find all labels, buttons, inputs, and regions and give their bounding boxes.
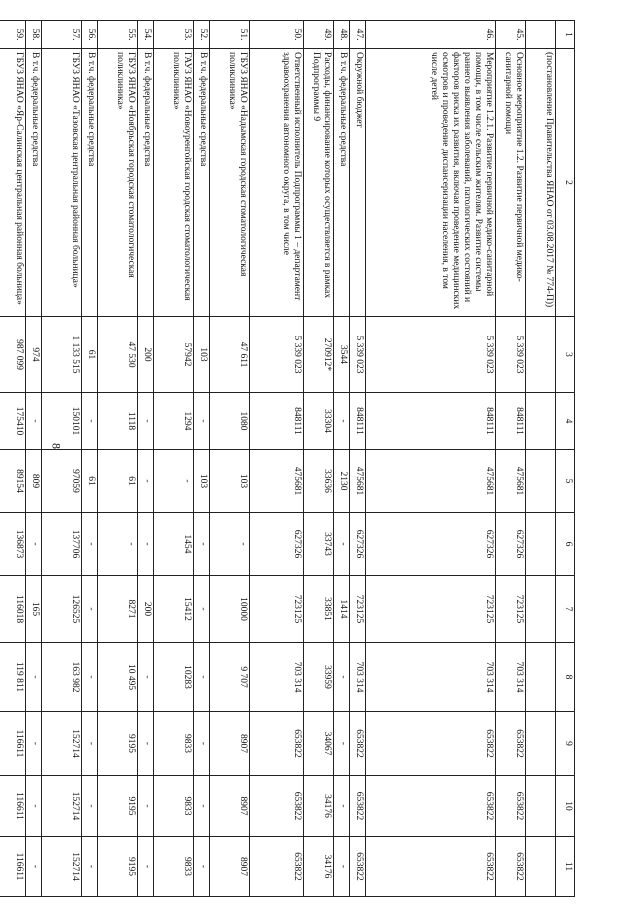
value-cell: 5 339 023	[250, 317, 304, 393]
row-number	[526, 21, 556, 49]
value-cell: 848111	[366, 393, 496, 450]
table-row	[526, 21, 556, 897]
value-cell: 9833	[154, 712, 194, 776]
value-cell: -	[138, 776, 154, 837]
value-cell: 653822	[350, 837, 366, 897]
value-cell: -	[194, 776, 210, 837]
value-cell	[526, 393, 556, 450]
value-cell: 627326	[366, 513, 496, 576]
row-description: ГБУЗ ЯНАО «Надымская городская стоматологическая поликлиника»	[210, 49, 250, 317]
value-cell: 974	[26, 317, 42, 393]
value-cell: 126525	[42, 576, 82, 643]
row-number: 55.	[98, 21, 138, 49]
column-header: 7	[556, 576, 575, 643]
value-cell: 475681	[496, 450, 526, 513]
table-row	[334, 21, 350, 897]
value-cell: 152714	[42, 712, 82, 776]
value-cell	[526, 317, 556, 393]
value-cell: 8907	[210, 837, 250, 897]
row-description: В т.ч. федеральные средства	[334, 49, 350, 317]
value-cell: 653822	[496, 776, 526, 837]
row-number: 45.	[496, 21, 526, 49]
value-cell: -	[26, 837, 42, 897]
value-cell: 1294	[154, 393, 194, 450]
value-cell: -	[210, 513, 250, 576]
value-cell: 653822	[366, 837, 496, 897]
value-cell: 1454	[154, 513, 194, 576]
value-cell: 1080	[210, 393, 250, 450]
value-cell: 8271	[98, 576, 138, 643]
value-cell: 475681	[366, 450, 496, 513]
value-cell: 270912*	[304, 317, 334, 393]
table-row	[0, 21, 26, 897]
value-cell: 9 707	[210, 643, 250, 712]
value-cell: -	[82, 576, 98, 643]
value-cell: 627326	[496, 513, 526, 576]
row-number: 50.	[250, 21, 304, 49]
value-cell: 653822	[350, 712, 366, 776]
value-cell: 723125	[250, 576, 304, 643]
value-cell: -	[98, 513, 138, 576]
value-cell: 163 982	[42, 643, 82, 712]
value-cell: -	[138, 712, 154, 776]
table-row	[304, 21, 334, 897]
value-cell: 703 314	[250, 643, 304, 712]
value-cell: 653822	[250, 837, 304, 897]
value-cell: 57942	[154, 317, 194, 393]
value-cell: 47 530	[98, 317, 138, 393]
row-number: 53.	[154, 21, 194, 49]
value-cell: 89154	[0, 450, 26, 513]
value-cell	[526, 576, 556, 643]
value-cell: 103	[210, 450, 250, 513]
value-cell: 5 339 023	[496, 317, 526, 393]
value-cell: 103	[194, 450, 210, 513]
value-cell: -	[26, 643, 42, 712]
value-cell: 723125	[350, 576, 366, 643]
value-cell: 33959	[304, 643, 334, 712]
value-cell: -	[334, 643, 350, 712]
table-row	[350, 21, 366, 897]
column-header: 11	[556, 837, 575, 897]
row-description: В т.ч. федеральные средства	[194, 49, 210, 317]
value-cell: -	[334, 513, 350, 576]
value-cell: 627326	[250, 513, 304, 576]
value-cell: 723125	[496, 576, 526, 643]
row-description: Основное мероприятие 1.2. Развитие первичной медико-санитарной помощи	[496, 49, 526, 317]
value-cell: 703 314	[496, 643, 526, 712]
column-header: 1	[556, 21, 575, 49]
row-number: 52.	[194, 21, 210, 49]
value-cell: 103	[194, 317, 210, 393]
value-cell: 653822	[250, 712, 304, 776]
value-cell: 653822	[366, 776, 496, 837]
value-cell: -	[194, 643, 210, 712]
value-cell: 987 099	[0, 317, 26, 393]
value-cell: 61	[98, 450, 138, 513]
value-cell: 136873	[0, 513, 26, 576]
value-cell: 33636	[304, 450, 334, 513]
value-cell: 8907	[210, 712, 250, 776]
value-cell: 47 611	[210, 317, 250, 393]
value-cell: 9195	[98, 712, 138, 776]
value-cell: -	[138, 837, 154, 897]
value-cell: 33851	[304, 576, 334, 643]
value-cell: -	[82, 776, 98, 837]
value-cell: 97059	[42, 450, 82, 513]
value-cell: 703 314	[366, 643, 496, 712]
value-cell: 15412	[154, 576, 194, 643]
value-cell: -	[154, 450, 194, 513]
value-cell: 137706	[42, 513, 82, 576]
value-cell: 848111	[350, 393, 366, 450]
row-number: 54.	[138, 21, 154, 49]
row-description: Ответственный исполнитель Подпрограммы 1 – департамент здравоохранения автономного округа, в том числе	[250, 49, 304, 317]
value-cell: 653822	[496, 712, 526, 776]
value-cell: 9833	[154, 837, 194, 897]
value-cell: -	[334, 776, 350, 837]
value-cell: -	[26, 513, 42, 576]
value-cell: 8907	[210, 776, 250, 837]
column-header: 5	[556, 450, 575, 513]
row-description: ГБУЗ ЯНАО «Яр-Салинская центральная районная больница»	[0, 49, 26, 317]
table-row	[496, 21, 526, 897]
value-cell: 723125	[366, 576, 496, 643]
column-header: 8	[556, 643, 575, 712]
value-cell: 34067	[304, 712, 334, 776]
table-row	[154, 21, 194, 897]
value-cell: -	[82, 837, 98, 897]
header-row	[556, 21, 575, 897]
row-number: 56.	[82, 21, 98, 49]
value-cell: 848111	[496, 393, 526, 450]
value-cell: 653822	[250, 776, 304, 837]
value-cell: -	[82, 393, 98, 450]
column-header: 3	[556, 317, 575, 393]
value-cell: -	[334, 393, 350, 450]
financing-table	[0, 20, 575, 897]
value-cell: 10 495	[98, 643, 138, 712]
value-cell: -	[334, 837, 350, 897]
value-cell	[526, 643, 556, 712]
value-cell: -	[138, 393, 154, 450]
value-cell: 152714	[42, 776, 82, 837]
value-cell: 10000	[210, 576, 250, 643]
value-cell: 5 339 023	[350, 317, 366, 393]
value-cell: 3544	[334, 317, 350, 393]
value-cell	[526, 837, 556, 897]
table-row	[42, 21, 82, 897]
row-description: Мероприятие 1.2.1. Развитие первичной медико-санитарной помощи, в том числе сельским жителям. Развитие системы раннего выявления заболеваний, патологических состояний и факторов риска их развития, включая проведение медицинских осмотров и проведение диспансеризации населения, в том числе детей	[366, 49, 496, 317]
table-row	[250, 21, 304, 897]
value-cell: 9833	[154, 776, 194, 837]
value-cell: 150101	[42, 393, 82, 450]
value-cell: -	[26, 712, 42, 776]
value-cell: 1414	[334, 576, 350, 643]
value-cell: 34176	[304, 837, 334, 897]
value-cell: 34176	[304, 776, 334, 837]
row-description: Окружной бюджет	[350, 49, 366, 317]
column-header: 2	[556, 49, 575, 317]
row-description: В т.ч. федеральные средства	[82, 49, 98, 317]
value-cell: 653822	[496, 837, 526, 897]
value-cell: -	[138, 643, 154, 712]
value-cell: 5 339 023	[366, 317, 496, 393]
value-cell: -	[26, 776, 42, 837]
value-cell: 475681	[250, 450, 304, 513]
value-cell: 116018	[0, 576, 26, 643]
row-description: В т.ч. федеральные средства	[26, 49, 42, 317]
value-cell: 33743	[304, 513, 334, 576]
row-number: 59.	[0, 21, 26, 49]
value-cell: 116611	[0, 837, 26, 897]
value-cell: -	[82, 513, 98, 576]
row-number: 58.	[26, 21, 42, 49]
page-number: 8	[49, 443, 64, 449]
table-row	[98, 21, 138, 897]
value-cell: 116611	[0, 712, 26, 776]
value-cell: -	[82, 643, 98, 712]
value-cell: 61	[82, 450, 98, 513]
value-cell: 653822	[350, 776, 366, 837]
value-cell: -	[82, 712, 98, 776]
value-cell: -	[194, 576, 210, 643]
column-header: 9	[556, 712, 575, 776]
value-cell: 152714	[42, 837, 82, 897]
value-cell: -	[138, 450, 154, 513]
value-cell: -	[138, 513, 154, 576]
value-cell: -	[334, 712, 350, 776]
value-cell: 10283	[154, 643, 194, 712]
value-cell: -	[26, 393, 42, 450]
row-number: 48.	[334, 21, 350, 49]
value-cell: 119 811	[0, 643, 26, 712]
table-row	[26, 21, 42, 897]
value-cell: 848111	[250, 393, 304, 450]
value-cell: 475681	[350, 450, 366, 513]
row-number: 51.	[210, 21, 250, 49]
row-number: 46.	[366, 21, 496, 49]
table-row	[210, 21, 250, 897]
value-cell: -	[194, 393, 210, 450]
value-cell: -	[194, 513, 210, 576]
value-cell: 627326	[350, 513, 366, 576]
rotated-table-wrapper	[14, 20, 575, 896]
row-number: 47.	[350, 21, 366, 49]
row-description: (постановление Правительства ЯНАО от 03.08.2017 № 774-П))	[526, 49, 556, 317]
column-header: 10	[556, 776, 575, 837]
value-cell	[526, 450, 556, 513]
value-cell: 9195	[98, 837, 138, 897]
table-row	[194, 21, 210, 897]
value-cell: 703 314	[350, 643, 366, 712]
value-cell: -	[194, 712, 210, 776]
row-description: ГБУЗ ЯНАО «Ноябрьская городская стоматологическая поликлиника»	[98, 49, 138, 317]
value-cell	[526, 776, 556, 837]
value-cell: 9195	[98, 776, 138, 837]
value-cell: 61	[82, 317, 98, 393]
value-cell: 653822	[366, 712, 496, 776]
table-row	[82, 21, 98, 897]
row-description: ГБУЗ ЯНАО «Тазовская центральная районная больница»	[42, 49, 82, 317]
value-cell: 809	[26, 450, 42, 513]
value-cell: 200	[138, 576, 154, 643]
value-cell: 200	[138, 317, 154, 393]
value-cell	[526, 712, 556, 776]
value-cell: 1 133 515	[42, 317, 82, 393]
row-description: Расходы, финансирование которых осуществляется в рамках Подпрограммы 9	[304, 49, 334, 317]
value-cell	[526, 513, 556, 576]
value-cell: 116611	[0, 776, 26, 837]
column-header: 4	[556, 393, 575, 450]
table-row	[366, 21, 496, 897]
row-description: ГАУЗ ЯНАО «Новоуренгойская городская стоматологическая поликлиника»	[154, 49, 194, 317]
row-number: 49.	[304, 21, 334, 49]
table-row	[138, 21, 154, 897]
row-description: В т.ч. федеральные средства	[138, 49, 154, 317]
row-number: 57.	[42, 21, 82, 49]
value-cell: 1118	[98, 393, 138, 450]
value-cell: 175410	[0, 393, 26, 450]
value-cell: -	[194, 837, 210, 897]
value-cell: 33304	[304, 393, 334, 450]
value-cell: 165	[26, 576, 42, 643]
value-cell: 2130	[334, 450, 350, 513]
column-header: 6	[556, 513, 575, 576]
